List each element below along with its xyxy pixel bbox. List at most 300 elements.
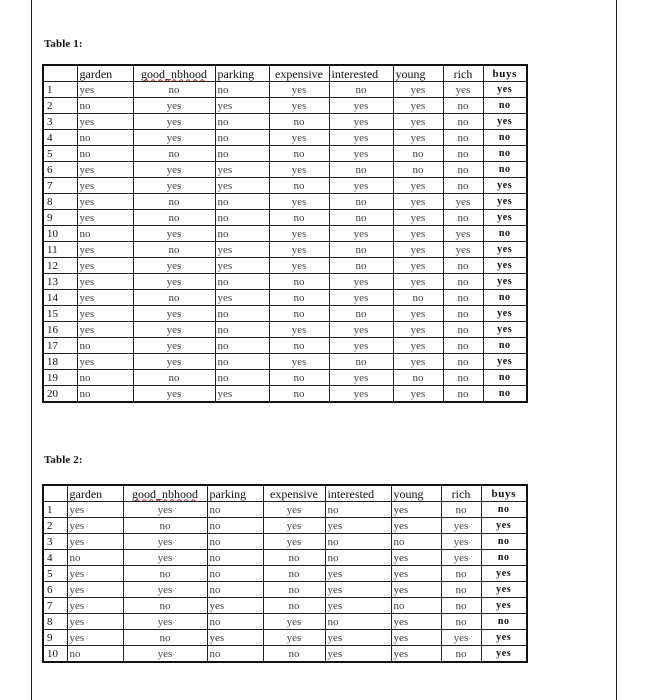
table-cell: yes <box>441 518 481 534</box>
table-cell: no <box>391 598 441 614</box>
table-cell: yes <box>215 178 269 194</box>
table-cell: no <box>329 82 393 98</box>
table-cell: no <box>441 646 481 663</box>
table-row <box>43 98 527 114</box>
table-cell: yes <box>443 194 483 210</box>
column-header: parking <box>207 485 263 502</box>
row-number: 10 <box>43 226 77 242</box>
table-cell: no <box>325 502 391 518</box>
column-header: rich <box>443 65 483 82</box>
table-row <box>43 518 527 534</box>
column-header: young <box>393 65 443 82</box>
table-cell: no <box>483 130 527 146</box>
table-cell: yes <box>269 98 329 114</box>
table-2-caption: Table 2: <box>44 454 83 466</box>
table-cell: no <box>263 598 325 614</box>
table-cell: no <box>77 226 133 242</box>
row-number: 20 <box>43 386 77 403</box>
table-row <box>43 354 527 370</box>
row-number: 9 <box>43 210 77 226</box>
table-cell: yes <box>133 354 215 370</box>
table-cell: yes <box>77 178 133 194</box>
table-cell: yes <box>441 534 481 550</box>
table-cell: yes <box>77 242 133 258</box>
table-cell: yes <box>483 178 527 194</box>
table-cell: no <box>325 550 391 566</box>
table-cell: no <box>269 306 329 322</box>
table-cell: no <box>123 630 207 646</box>
table-cell: yes <box>207 630 263 646</box>
table-row <box>43 114 527 130</box>
table-cell: yes <box>443 242 483 258</box>
table-cell: yes <box>133 274 215 290</box>
table-cell: no <box>443 306 483 322</box>
table-cell: no <box>443 98 483 114</box>
table-cell: yes <box>443 82 483 98</box>
table-cell: yes <box>483 210 527 226</box>
table-cell: yes <box>483 82 527 98</box>
table-cell: no <box>215 322 269 338</box>
table-cell: yes <box>483 258 527 274</box>
table-cell: no <box>329 210 393 226</box>
table-1-caption: Table 1: <box>44 38 83 50</box>
table-cell: no <box>269 146 329 162</box>
table-cell: yes <box>483 274 527 290</box>
table-cell: yes <box>133 338 215 354</box>
table-cell: no <box>207 502 263 518</box>
table-cell: yes <box>329 338 393 354</box>
table-cell: yes <box>215 290 269 306</box>
column-header: parking <box>215 65 269 82</box>
table-row <box>43 534 527 550</box>
table-cell: no <box>329 162 393 178</box>
table-cell: no <box>443 290 483 306</box>
table-cell: no <box>133 242 215 258</box>
table-cell: yes <box>325 566 391 582</box>
table-cell: yes <box>481 582 527 598</box>
table-cell: yes <box>391 502 441 518</box>
table-cell: yes <box>393 306 443 322</box>
table-cell: yes <box>269 354 329 370</box>
table-cell: yes <box>263 630 325 646</box>
table-cell: yes <box>393 226 443 242</box>
table-cell: yes <box>443 226 483 242</box>
table-cell: yes <box>77 322 133 338</box>
row-number: 2 <box>43 98 77 114</box>
table-row <box>43 194 527 210</box>
table-cell: no <box>207 582 263 598</box>
row-number: 7 <box>43 178 77 194</box>
table-cell: yes <box>393 386 443 403</box>
table-cell: no <box>483 338 527 354</box>
header-row <box>43 65 527 82</box>
table-cell: yes <box>329 274 393 290</box>
table-cell: yes <box>391 646 441 663</box>
table-cell: yes <box>133 114 215 130</box>
table-row <box>43 226 527 242</box>
table-cell: no <box>263 550 325 566</box>
table-cell: no <box>77 98 133 114</box>
table-cell: no <box>133 82 215 98</box>
table-cell: no <box>269 290 329 306</box>
column-header: buys <box>483 65 527 82</box>
table-cell: yes <box>215 98 269 114</box>
table-cell: yes <box>67 566 123 582</box>
table-cell: yes <box>329 322 393 338</box>
column-header <box>43 485 67 502</box>
table-cell: yes <box>483 354 527 370</box>
table-cell: no <box>133 290 215 306</box>
column-header <box>43 65 77 82</box>
table-row <box>43 210 527 226</box>
row-number: 1 <box>43 502 67 518</box>
row-number: 4 <box>43 130 77 146</box>
table-cell: no <box>325 534 391 550</box>
table-cell: yes <box>329 226 393 242</box>
table-cell: yes <box>133 98 215 114</box>
table-cell: no <box>77 386 133 403</box>
table-cell: yes <box>263 534 325 550</box>
table-cell: no <box>443 146 483 162</box>
table-cell: yes <box>133 322 215 338</box>
row-number: 1 <box>43 82 77 98</box>
column-header: expensive <box>263 485 325 502</box>
table-cell: yes <box>325 582 391 598</box>
table-cell: no <box>441 502 481 518</box>
table-cell: no <box>481 550 527 566</box>
table-cell: no <box>207 550 263 566</box>
table-cell: no <box>441 598 481 614</box>
table-row <box>43 274 527 290</box>
table-cell: yes <box>393 82 443 98</box>
table-cell: yes <box>329 98 393 114</box>
table-cell: yes <box>393 354 443 370</box>
table-cell: no <box>215 82 269 98</box>
table-cell: no <box>481 534 527 550</box>
table-cell: yes <box>77 210 133 226</box>
table-cell: no <box>443 178 483 194</box>
table-cell: no <box>443 338 483 354</box>
column-header: good_nbhood <box>133 65 215 82</box>
table-cell: no <box>215 306 269 322</box>
row-number: 2 <box>43 518 67 534</box>
column-header: rich <box>441 485 481 502</box>
row-number: 19 <box>43 370 77 386</box>
row-number: 16 <box>43 322 77 338</box>
table-row <box>43 306 527 322</box>
table-row <box>43 566 527 582</box>
row-number: 8 <box>43 194 77 210</box>
table-cell: yes <box>391 518 441 534</box>
row-number: 10 <box>43 646 67 663</box>
table-cell: yes <box>269 162 329 178</box>
table-cell: no <box>483 290 527 306</box>
column-header: garden <box>77 65 133 82</box>
table-cell: no <box>483 226 527 242</box>
table-cell: yes <box>441 550 481 566</box>
table-cell: no <box>207 534 263 550</box>
row-number: 13 <box>43 274 77 290</box>
table-cell: yes <box>393 274 443 290</box>
table-cell: yes <box>67 534 123 550</box>
column-header: interested <box>329 65 393 82</box>
table-cell: yes <box>391 550 441 566</box>
table-cell: yes <box>123 502 207 518</box>
row-number: 8 <box>43 614 67 630</box>
table-row <box>43 290 527 306</box>
table-cell: no <box>215 370 269 386</box>
table-row <box>43 258 527 274</box>
table-cell: yes <box>133 306 215 322</box>
table-row <box>43 502 527 518</box>
table-cell: no <box>483 370 527 386</box>
table-cell: no <box>77 130 133 146</box>
row-number: 5 <box>43 566 67 582</box>
table-cell: no <box>215 130 269 146</box>
table-cell: yes <box>393 98 443 114</box>
table-cell: no <box>443 210 483 226</box>
table-cell: no <box>441 566 481 582</box>
table-cell: no <box>329 194 393 210</box>
table-cell: no <box>269 114 329 130</box>
table-row <box>43 630 527 646</box>
table-cell: yes <box>77 354 133 370</box>
table-cell: no <box>123 518 207 534</box>
table-cell: yes <box>67 614 123 630</box>
column-header: expensive <box>269 65 329 82</box>
table-cell: yes <box>67 502 123 518</box>
table-cell: no <box>393 146 443 162</box>
table-cell: no <box>443 322 483 338</box>
table-cell: yes <box>133 178 215 194</box>
table-cell: yes <box>269 82 329 98</box>
table-2 <box>42 484 528 663</box>
table-cell: yes <box>393 114 443 130</box>
table-cell: yes <box>215 258 269 274</box>
table-cell: no <box>269 178 329 194</box>
row-number: 4 <box>43 550 67 566</box>
table-cell: no <box>207 614 263 630</box>
page-edge-right <box>616 0 617 700</box>
table-cell: no <box>483 146 527 162</box>
column-header: interested <box>325 485 391 502</box>
table-cell: no <box>393 290 443 306</box>
row-number: 3 <box>43 114 77 130</box>
table-cell: no <box>329 242 393 258</box>
row-number: 3 <box>43 534 67 550</box>
column-header: young <box>391 485 441 502</box>
table-cell: no <box>215 210 269 226</box>
table-cell: no <box>443 114 483 130</box>
row-number: 12 <box>43 258 77 274</box>
table-cell: no <box>391 534 441 550</box>
table-cell: no <box>441 582 481 598</box>
table-cell: yes <box>483 306 527 322</box>
table-cell: no <box>133 194 215 210</box>
table-cell: no <box>393 370 443 386</box>
table-cell: no <box>77 146 133 162</box>
table-cell: yes <box>393 210 443 226</box>
table-cell: no <box>77 338 133 354</box>
table-cell: yes <box>329 130 393 146</box>
table-row <box>43 242 527 258</box>
table-cell: yes <box>133 130 215 146</box>
table-cell: yes <box>67 630 123 646</box>
table-cell: yes <box>133 226 215 242</box>
table-cell: no <box>207 566 263 582</box>
table-cell: no <box>67 550 123 566</box>
table-cell: no <box>443 386 483 403</box>
table-cell: no <box>329 306 393 322</box>
table-cell: no <box>269 338 329 354</box>
table-cell: no <box>123 598 207 614</box>
table-cell: no <box>215 338 269 354</box>
table-cell: yes <box>325 518 391 534</box>
table-cell: no <box>483 98 527 114</box>
table-cell: no <box>483 162 527 178</box>
table-cell: no <box>215 194 269 210</box>
table-cell: yes <box>123 534 207 550</box>
table-cell: no <box>133 146 215 162</box>
table-cell: yes <box>77 274 133 290</box>
table-row <box>43 322 527 338</box>
table-cell: no <box>215 274 269 290</box>
table-cell: no <box>215 354 269 370</box>
table-row <box>43 646 527 663</box>
column-header: good_nbhood <box>123 485 207 502</box>
table-cell: yes <box>441 630 481 646</box>
table-cell: yes <box>481 566 527 582</box>
table-cell: no <box>215 146 269 162</box>
table-cell: yes <box>77 258 133 274</box>
table-row <box>43 178 527 194</box>
table-cell: yes <box>481 646 527 663</box>
table-cell: yes <box>215 162 269 178</box>
table-cell: no <box>481 502 527 518</box>
table-cell: no <box>263 566 325 582</box>
table-cell: yes <box>263 614 325 630</box>
header-row <box>43 485 527 502</box>
table-cell: yes <box>393 242 443 258</box>
table-cell: no <box>329 258 393 274</box>
table-cell: yes <box>215 386 269 403</box>
table-cell: no <box>443 130 483 146</box>
table-cell: yes <box>269 258 329 274</box>
table-cell: yes <box>269 226 329 242</box>
table-cell: yes <box>123 582 207 598</box>
row-number: 7 <box>43 598 67 614</box>
table-cell: yes <box>325 630 391 646</box>
table-cell: no <box>443 162 483 178</box>
row-number: 18 <box>43 354 77 370</box>
table-row <box>43 162 527 178</box>
table-row <box>43 598 527 614</box>
table-cell: no <box>481 614 527 630</box>
table-cell: yes <box>77 114 133 130</box>
table-cell: yes <box>215 242 269 258</box>
column-header: garden <box>67 485 123 502</box>
table-row <box>43 146 527 162</box>
table-cell: yes <box>207 598 263 614</box>
table-cell: yes <box>133 162 215 178</box>
table-cell: no <box>77 370 133 386</box>
table-cell: yes <box>269 130 329 146</box>
table-row <box>43 82 527 98</box>
table-row <box>43 130 527 146</box>
row-number: 5 <box>43 146 77 162</box>
table-cell: no <box>443 354 483 370</box>
table-row <box>43 582 527 598</box>
row-number: 6 <box>43 162 77 178</box>
table-cell: yes <box>325 598 391 614</box>
table-row <box>43 550 527 566</box>
table-cell: yes <box>481 598 527 614</box>
table-cell: no <box>329 354 393 370</box>
table-cell: no <box>215 114 269 130</box>
row-number: 15 <box>43 306 77 322</box>
table-cell: yes <box>391 630 441 646</box>
table-cell: yes <box>325 646 391 663</box>
row-number: 6 <box>43 582 67 598</box>
table-cell: yes <box>263 502 325 518</box>
table-cell: yes <box>77 194 133 210</box>
table-cell: no <box>207 518 263 534</box>
table-cell: yes <box>269 194 329 210</box>
row-number: 11 <box>43 242 77 258</box>
table-cell: no <box>269 386 329 403</box>
table-cell: no <box>133 370 215 386</box>
table-cell: yes <box>133 258 215 274</box>
table-cell: yes <box>123 550 207 566</box>
table-cell: no <box>215 226 269 242</box>
table-row <box>43 386 527 403</box>
table-cell: yes <box>393 130 443 146</box>
table-cell: yes <box>329 178 393 194</box>
table-cell: yes <box>391 582 441 598</box>
table-cell: no <box>443 274 483 290</box>
table-cell: yes <box>391 566 441 582</box>
table-cell: yes <box>393 258 443 274</box>
table-cell: yes <box>77 162 133 178</box>
table-cell: yes <box>329 370 393 386</box>
table-cell: no <box>67 646 123 663</box>
table-cell: yes <box>483 242 527 258</box>
table-row <box>43 614 527 630</box>
table-cell: no <box>263 646 325 663</box>
table-cell: yes <box>329 146 393 162</box>
table-cell: yes <box>67 582 123 598</box>
table-row <box>43 370 527 386</box>
table-cell: yes <box>481 518 527 534</box>
page-edge-left <box>31 0 32 700</box>
row-number: 17 <box>43 338 77 354</box>
table-cell: yes <box>133 386 215 403</box>
table-cell: yes <box>393 194 443 210</box>
table-cell: yes <box>67 518 123 534</box>
table-cell: yes <box>67 598 123 614</box>
table-cell: yes <box>123 646 207 663</box>
table-cell: yes <box>393 338 443 354</box>
table-cell: yes <box>329 114 393 130</box>
table-cell: no <box>133 210 215 226</box>
table-cell: no <box>393 162 443 178</box>
table-cell: yes <box>263 518 325 534</box>
table-cell: no <box>325 614 391 630</box>
table-cell: yes <box>391 614 441 630</box>
row-number: 9 <box>43 630 67 646</box>
table-cell: yes <box>77 290 133 306</box>
table-cell: yes <box>269 322 329 338</box>
